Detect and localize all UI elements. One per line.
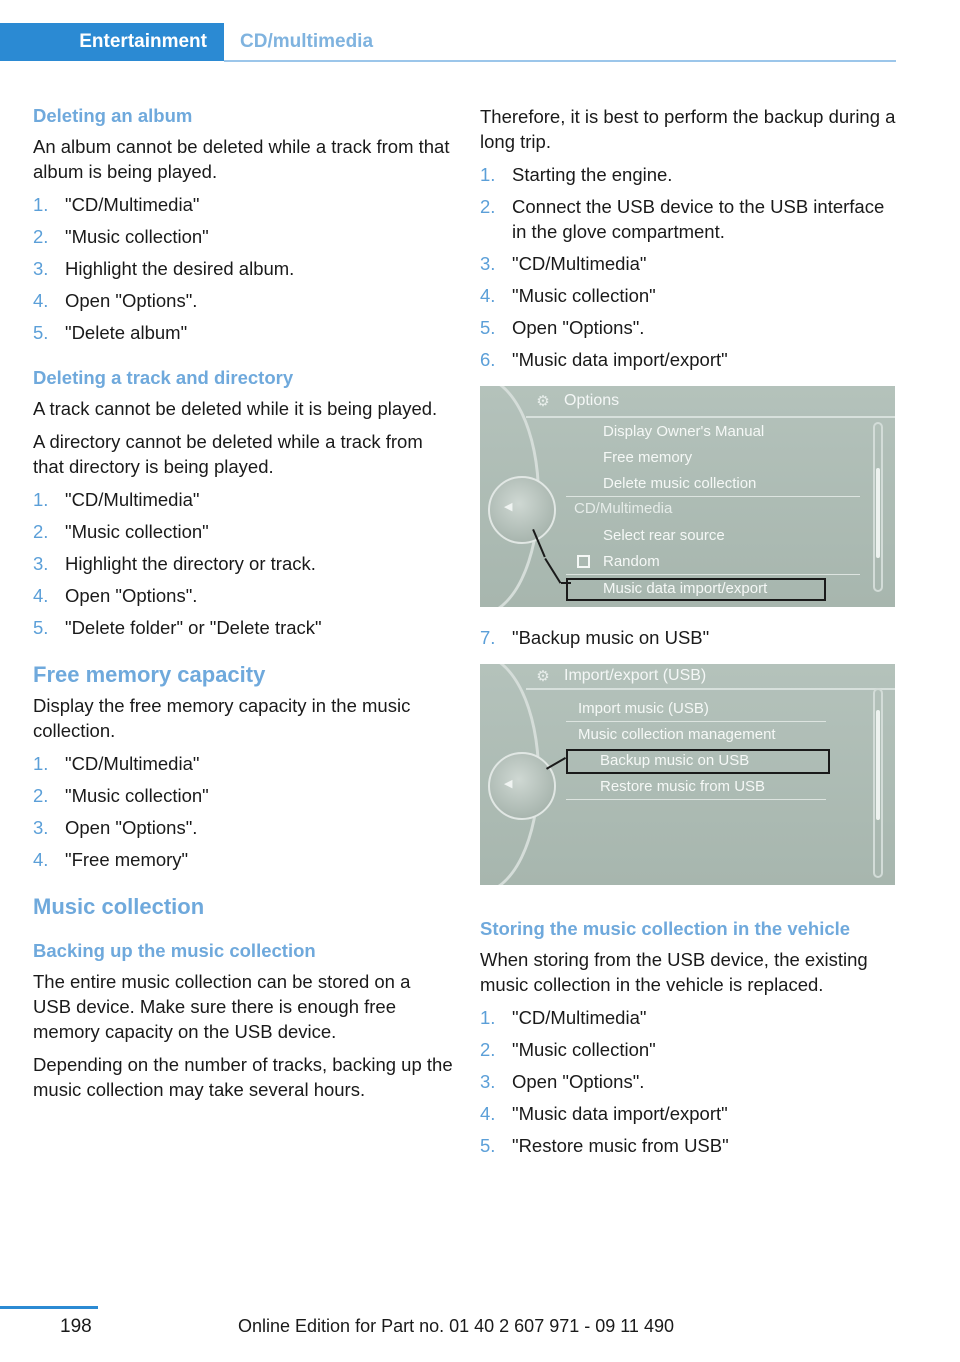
- checkbox-icon[interactable]: [577, 555, 590, 568]
- step-text: "Music collection": [65, 785, 209, 806]
- scrollbar-thumb[interactable]: [876, 710, 880, 820]
- section-label-cd-multimedia: CD/Multimedia: [574, 500, 673, 517]
- screen-title-bar: [526, 386, 895, 418]
- highlight-box: [566, 749, 830, 774]
- screen-title-bar: [526, 664, 895, 690]
- callout-line: [561, 582, 571, 584]
- paragraph: An album cannot be deleted while a track from that album is being played.: [33, 136, 450, 182]
- step-text: "Music collection": [65, 226, 209, 247]
- step-text: "CD/Multimedia": [65, 489, 200, 510]
- step-number: 2.: [33, 521, 49, 542]
- step-number: 3.: [33, 553, 49, 574]
- step-number: 5.: [33, 322, 49, 343]
- menu-item-backup-usb[interactable]: Backup music on USB: [600, 752, 750, 769]
- list-item: [33, 487, 453, 512]
- step-number: 4.: [33, 585, 49, 606]
- list-item: [480, 251, 898, 276]
- header-rule: [224, 60, 896, 62]
- right-column: [480, 104, 898, 1165]
- step-number: 7.: [480, 627, 496, 648]
- list-item: [33, 847, 453, 872]
- list-item: [480, 283, 898, 308]
- divider: [566, 799, 826, 800]
- menu-item-free-memory[interactable]: Free memory: [603, 449, 693, 466]
- step-text: "CD/Multimedia": [65, 194, 200, 215]
- import-export-screen: [480, 664, 895, 885]
- step-text: Open "Options".: [65, 290, 198, 311]
- heading-deleting-album: Deleting an album: [33, 105, 193, 126]
- paragraph: Depending on the number of tracks, backing up the music collection may take several hours.: [33, 1054, 453, 1100]
- tab-entertainment[interactable]: Entertainment: [0, 23, 224, 61]
- step-text: "Music collection": [65, 521, 209, 542]
- menu-item-random[interactable]: Random: [603, 553, 660, 570]
- list-item: [480, 625, 898, 650]
- step-number: 2.: [33, 785, 49, 806]
- paragraph: Therefore, it is best to perform the backup during a long trip.: [480, 106, 896, 152]
- list-item: [480, 194, 898, 244]
- paragraph: Display the free memory capacity in the music collection.: [33, 695, 411, 741]
- screen-title: Options: [564, 392, 620, 409]
- callout-line: [546, 757, 566, 770]
- menu-item-import-music[interactable]: Import music (USB): [578, 700, 709, 717]
- step-text: "Music collection": [512, 1039, 656, 1060]
- screen-title: Import/export (USB): [564, 667, 707, 684]
- list-item: [33, 224, 453, 249]
- paragraph: The entire music collection can be stored on a USB device. Make sure there is enough free memory capacity on the USB device.: [33, 971, 411, 1042]
- step-text: Connect the USB device to the USB interface in the glove compartment.: [512, 196, 885, 242]
- step-text: "Delete album": [65, 322, 188, 343]
- heading-music-collection: Music collection: [33, 894, 205, 919]
- list-item: [33, 551, 453, 576]
- steps-delete-track: [33, 487, 453, 640]
- step-number: 4.: [33, 849, 49, 870]
- step-text: "Delete folder" or "Delete track": [65, 617, 322, 638]
- step-number: 2.: [480, 196, 496, 217]
- divider: [566, 574, 860, 575]
- step-number: 2.: [33, 226, 49, 247]
- list-item: [480, 1005, 898, 1030]
- step-number: 1.: [480, 1007, 496, 1028]
- step-number: 6.: [480, 349, 496, 370]
- scrollbar-thumb[interactable]: [876, 468, 880, 558]
- step-number: 3.: [480, 1071, 496, 1092]
- steps-backup: [480, 162, 898, 372]
- chevron-left-icon: ◀: [504, 778, 513, 790]
- heading-backing-up: Backing up the music collection: [33, 940, 316, 961]
- paragraph: When storing from the USB device, the existing music collection in the vehicle is replaced.: [480, 949, 868, 995]
- step-text: "Music collection": [512, 285, 656, 306]
- menu-item-delete-collection[interactable]: Delete music collection: [603, 475, 757, 492]
- step-number: 3.: [33, 258, 49, 279]
- options-screen: [480, 386, 895, 607]
- steps-free-memory: [33, 751, 453, 872]
- list-item: [33, 192, 453, 217]
- step-text: Open "Options".: [512, 1071, 645, 1092]
- list-item: [33, 783, 453, 808]
- menu-item-restore-usb[interactable]: Restore music from USB: [600, 778, 766, 795]
- list-item: [480, 162, 898, 187]
- list-item: [33, 615, 453, 640]
- step-text: "Backup music on USB": [512, 627, 710, 648]
- step-text: "Music data import/export": [512, 1103, 728, 1124]
- step-text: "CD/Multimedia": [512, 253, 647, 274]
- options-icon: ⚙: [536, 668, 550, 685]
- options-icon: ⚙: [536, 393, 550, 410]
- chevron-left-icon: ◀: [504, 501, 513, 513]
- step-text: Open "Options".: [512, 317, 645, 338]
- list-item: [33, 583, 453, 608]
- controller-knob: [488, 752, 556, 820]
- footer-rule: [0, 1306, 98, 1309]
- step-text: "CD/Multimedia": [65, 753, 200, 774]
- menu-item-rear-source[interactable]: Select rear source: [603, 527, 725, 544]
- list-item: [33, 815, 453, 840]
- heading-deleting-track: Deleting a track and directory: [33, 367, 294, 388]
- tab-cd-multimedia[interactable]: CD/multimedia: [240, 31, 374, 52]
- controller-knob: [488, 476, 556, 544]
- steps-restore: [480, 1005, 898, 1158]
- step-number: 1.: [33, 194, 49, 215]
- menu-item-import-export[interactable]: Music data import/export: [603, 580, 768, 597]
- steps-delete-album: [33, 192, 453, 345]
- step-number: 3.: [480, 253, 496, 274]
- step-number: 1.: [33, 489, 49, 510]
- list-item: [480, 1069, 898, 1094]
- heading-free-memory: Free memory capacity: [33, 662, 266, 687]
- left-column: [33, 104, 453, 1110]
- edition-line: Online Edition for Part no. 01 40 2 607 971 - 09 11 490: [238, 1316, 674, 1336]
- paragraph: A track cannot be deleted while it is being played.: [33, 398, 438, 419]
- callout-line: [544, 558, 561, 584]
- step-text: Highlight the desired album.: [65, 258, 295, 279]
- step-text: Open "Options".: [65, 585, 198, 606]
- list-item: [480, 315, 898, 340]
- list-item: [33, 751, 453, 776]
- divider: [566, 721, 826, 722]
- step-number: 4.: [480, 1103, 496, 1124]
- list-item: [480, 1101, 898, 1126]
- divider: [566, 496, 860, 497]
- step-number: 5.: [33, 617, 49, 638]
- step-number: 4.: [480, 285, 496, 306]
- paragraph: A directory cannot be deleted while a track from that directory is being played.: [33, 431, 423, 477]
- step-text: Starting the engine.: [512, 164, 673, 185]
- step-number: 5.: [480, 1135, 496, 1156]
- list-item: [33, 256, 453, 281]
- step-text: "CD/Multimedia": [512, 1007, 647, 1028]
- step-number: 2.: [480, 1039, 496, 1060]
- step-text: Highlight the directory or track.: [65, 553, 316, 574]
- step-number: 3.: [33, 817, 49, 838]
- step-text: "Restore music from USB": [512, 1135, 729, 1156]
- step-text: "Free memory": [65, 849, 189, 870]
- step-number: 1.: [480, 164, 496, 185]
- menu-item-collection-management[interactable]: Music collection management: [578, 726, 776, 743]
- highlight-box: [566, 578, 826, 601]
- scrollbar[interactable]: [873, 688, 883, 878]
- page-number: 198: [60, 1316, 92, 1337]
- heading-storing: Storing the music collection in the vehicle: [480, 918, 851, 939]
- list-item: [33, 519, 453, 544]
- steps-backup-cont: [480, 625, 898, 650]
- step-number: 1.: [33, 753, 49, 774]
- list-item: [480, 347, 898, 372]
- page-header: [0, 0, 960, 64]
- step-text: Open "Options".: [65, 817, 198, 838]
- step-number: 4.: [33, 290, 49, 311]
- list-item: [33, 320, 453, 345]
- list-item: [33, 288, 453, 313]
- scrollbar[interactable]: [873, 422, 883, 592]
- step-number: 5.: [480, 317, 496, 338]
- list-item: [480, 1133, 898, 1158]
- menu-item-owners-manual[interactable]: Display Owner's Manual: [603, 423, 765, 440]
- list-item: [480, 1037, 898, 1062]
- step-text: "Music data import/export": [512, 349, 728, 370]
